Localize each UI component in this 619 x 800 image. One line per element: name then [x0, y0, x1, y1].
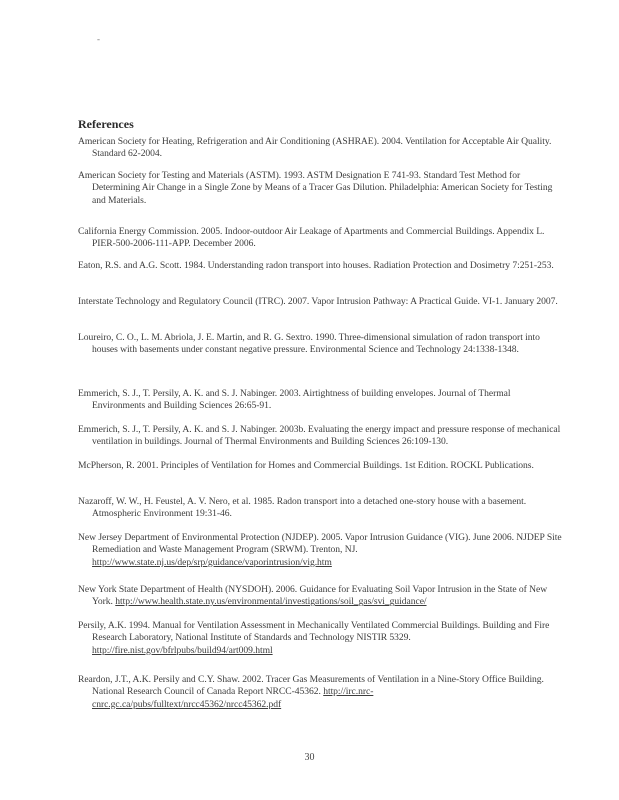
reference-entry [78, 424, 562, 449]
reference-text: California Energy Commission. 2005. Indoor-outdoor Air Leakage of Apartments and Commercial Buildings. Appendix L. PIER-500-2006-111-APP. December 2006. [78, 226, 545, 250]
reference-entry [78, 620, 562, 657]
reference-text: Emmerich, S. J., T. Persily, A. K. and S. J. Nabinger. 2003b. Evaluating the energy impact and pressure response of mechanical ventilation in buildings. Journal of Thermal Environments and Building Sciences 26:109-130. [78, 424, 561, 448]
reference-entry [78, 226, 562, 251]
reference-text: Reardon, J.T., A.K. Persily and C.Y. Shaw. 2002. Tracer Gas Measurements of Ventilation in a Nine-Story Office Building. National Research Council of Canada Report NRCC-45362. [78, 674, 544, 698]
reference-entry [78, 136, 562, 161]
reference-text: Emmerich, S. J., T. Persily, A. K. and S. J. Nabinger. 2003. Airtightness of building envelopes. Journal of Thermal Environments and Building Sciences 26:65-91. [78, 388, 511, 412]
reference-link[interactable]: http://irc.nrc-cnrc.gc.ca/pubs/fulltext/nrcc45362/nrcc45362.pdf [92, 686, 374, 710]
reference-link[interactable]: http://fire.nist.gov/bfrlpubs/build94/art009.html [92, 644, 273, 656]
page-number: 30 [304, 752, 315, 763]
reference-text: New Jersey Department of Environmental Protection (NJDEP). 2005. Vapor Intrusion Guidance (VIG). June 2006. NJDEP Site Remediation and Waste Management Program (SRWM). Trenton, NJ. [78, 532, 562, 556]
reference-text: American Society for Testing and Materials (ASTM). 1993. ASTM Designation E 741-93. Standard Test Method for Determining Air Change in a Single Zone by Means of a Tracer Gas Dilution. Philadelphia: American Society for Testing and Materials. [78, 170, 553, 206]
reference-text: Persily, A.K. 1994. Manual for Ventilation Assessment in Mechanically Ventilated Commercial Buildings. Building and Fire Research Laboratory, National Institute of Standards and Technology NISTIR 5329. [78, 620, 550, 644]
references-heading: References [78, 117, 134, 131]
reference-entry [78, 584, 562, 609]
reference-entry [78, 496, 562, 521]
reference-text: Loureiro, C. O., L. M. Abriola, J. E. Martin, and R. G. Sextro. 1990. Three-dimensional simulation of radon transport into houses with basements under constant negative pressure. Environmental Science and Technology 24:1338-1348. [78, 332, 540, 356]
page-mark: - [97, 34, 100, 44]
reference-entry [78, 388, 562, 413]
reference-text: Interstate Technology and Regulatory Council (ITRC). 2007. Vapor Intrusion Pathway: A Practical Guide. VI-1. January 2007. [78, 296, 558, 307]
reference-link[interactable]: http://www.health.state.ny.us/environmental/investigations/soil_gas/svi_guidance/ [115, 596, 427, 608]
reference-entry [78, 296, 562, 308]
reference-entry [78, 460, 562, 472]
reference-text: McPherson, R. 2001. Principles of Ventilation for Homes and Commercial Buildings. 1st Edition. ROCKL Publications. [78, 460, 534, 471]
reference-entry [78, 532, 562, 569]
reference-entry [78, 674, 562, 711]
reference-entry [78, 332, 562, 357]
reference-text: New York State Department of Health (NYSDOH). 2006. Guidance for Evaluating Soil Vapor Intrusion in the State of New York. [78, 584, 548, 608]
reference-text: Eaton, R.S. and A.G. Scott. 1984. Understanding radon transport into houses. Radiation Protection and Dosimetry 7:251-253. [78, 260, 554, 271]
reference-text: American Society for Heating, Refrigeration and Air Conditioning (ASHRAE). 2004. Ventilation for Acceptable Air Quality. Standard 62-2004. [78, 136, 552, 160]
reference-entry [78, 260, 562, 272]
reference-link[interactable]: http://www.state.nj.us/dep/srp/guidance/vaporintrusion/vig.htm [92, 556, 332, 568]
reference-text: Nazaroff, W. W., H. Feustel, A. V. Nero, et al. 1985. Radon transport into a detached one-story house with a basement. Atmospheric Environment 19:31-46. [78, 496, 527, 520]
reference-entry [78, 170, 562, 207]
